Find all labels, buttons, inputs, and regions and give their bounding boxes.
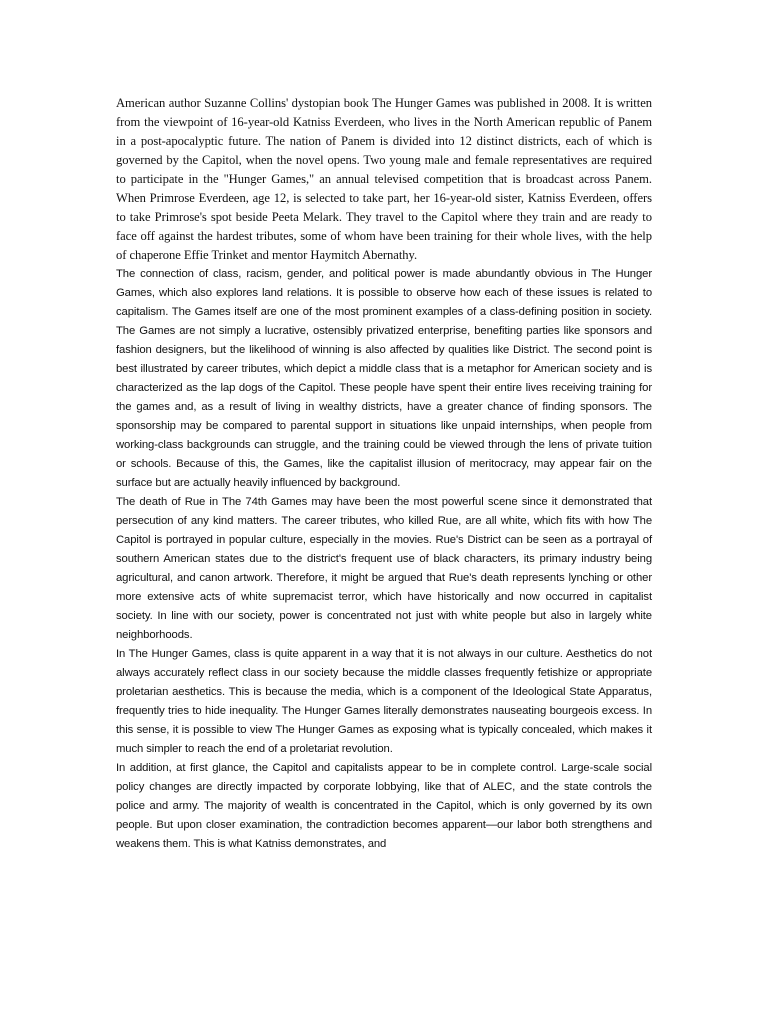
paragraph-class-racism: The connection of class, racism, gender, and political power is made abundantly obvious in The Hunger Games, which also explores land relations. It is possible to observe how each of these issues is related to capitalism. The Games itself are one of the most prominent examples of a class-defining position in society. The Games are not simply a lucrative, ostensibly privatized enterprise, benefiting parties like sponsors and fashion designers, but the likelihood of winning is also affected by qualities like District. The second point is best illustrated by career tributes, which depict a middle class that is a metaphor for American society and is characterized as the lap dogs of the Capitol. These people have spent their entire lives receiving training for the games and, as a result of living in wealthy districts, have a greater chance of finding sponsors. The sponsorship may be compared to parental support in situations like unpaid internships, when people from working-class backgrounds can struggle, and the training could be viewed through the lens of private tuition or schools. Because of this, the Games, like the capitalist illusion of meritocracy, may appear fair on the surface but are actually heavily influenced by background. (116, 268, 652, 489)
document-page (116, 94, 652, 854)
paragraph-death-of-rue: The death of Rue in The 74th Games may have been the most powerful scene since it demonstrated that persecution of any kind matters. The career tributes, who killed Rue, are all white, which fits with how The Capitol is portrayed in popular culture, especially in the movies. Rue's District can be seen as a portrayal of southern American states due to the district's frequent use of black characters, its primary industry being agricultural, and canon artwork. Therefore, it might be argued that Rue's death represents lynching or other more extensive acts of white supremacist terror, which have historically and now occurred in capitalist society. In line with our society, power is concentrated not just with white people but also in largely white neighborhoods. (116, 496, 652, 641)
paragraph-aesthetics: In The Hunger Games, class is quite apparent in a way that it is not always in our culture. Aesthetics do not always accurately reflect class in our society because the middle classes frequently fetishize or appropriate proletarian aesthetics. This is because the media, which is a component of the Ideological State Apparatus, frequently tries to hide inequality. The Hunger Games literally demonstrates nauseating bourgeois excess. In this sense, it is possible to view The Hunger Games as exposing what is typically concealed, which makes it much simpler to reach the end of a proletariat revolution. (116, 648, 652, 755)
paragraph-capitol-control: In addition, at first glance, the Capitol and capitalists appear to be in complete control. Large-scale social policy changes are directly impacted by corporate lobbying, like that of ALEC, and the state controls the police and army. The majority of wealth is concentrated in the Capitol, which is only governed by its own people. But upon closer examination, the contradiction becomes apparent—our labor both strengthens and weakens them. This is what Katniss demonstrates, and (116, 762, 652, 850)
paragraph-intro: American author Suzanne Collins' dystopian book The Hunger Games was published in 2008. It is written from the viewpoint of 16-year-old Katniss Everdeen, who lives in the North American republic of Panem in a post-apocalyptic future. The nation of Panem is divided into 12 distinct districts, each of which is governed by the Capitol, when the novel opens. Two young male and female representatives are required to participate in the "Hunger Games," an annual televised competition that is broadcast across Panem. When Primrose Everdeen, age 12, is selected to take part, her 16-year-old sister, Katniss Everdeen, offers to take Primrose's spot beside Peeta Melark. They travel to the Capitol where they train and are ready to face off against the hardest tributes, some of whom have been training for their whole lives, with the help of chaperone Effie Trinket and mentor Haymitch Abernathy. (116, 96, 652, 262)
